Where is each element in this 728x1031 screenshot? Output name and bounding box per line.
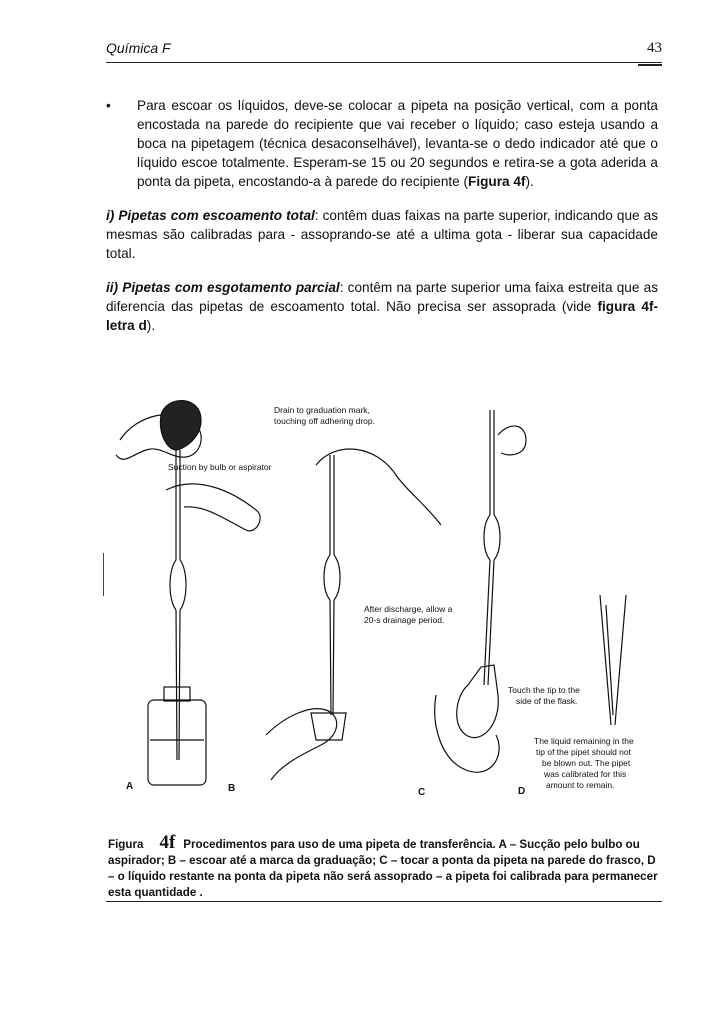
letter-b: B <box>228 783 236 794</box>
letter-a: A <box>126 781 134 792</box>
label-c-1: After discharge, allow a <box>364 604 453 614</box>
hand-b2-icon <box>266 709 337 780</box>
hand-c-icon <box>498 426 526 455</box>
section-ii-text-2: ). <box>146 318 156 333</box>
caption-text: Procedimentos para uso de uma pipeta de transferência. A – Sucção pelo bulbo ou aspirador; B – escoar até a marca da graduação; C – tocar a ponta da pipeta na parede do frasco, D – o líquido restante na ponta da pipeta não será assoprado – a pipeta foi calibrada para permanecer esta quantidade . <box>108 838 658 899</box>
section-ii-heading: ii) Pipetas com esgotamento parcial <box>106 280 340 295</box>
label-b-2: touching off adhering drop. <box>274 416 375 426</box>
margin-mark <box>103 553 104 596</box>
page-number: 43 <box>647 40 662 56</box>
label-b-1: Drain to graduation mark, <box>274 405 370 415</box>
label-a: Suction by bulb or aspirator <box>168 462 272 472</box>
bullet-paragraph <box>106 96 658 191</box>
beaker-b-icon <box>311 713 346 740</box>
section-i-heading: i) Pipetas com escoamento total <box>106 208 315 223</box>
label-c2-2: side of the flask. <box>516 696 578 706</box>
header-title: Química F <box>106 40 171 56</box>
bullet-marker: • <box>106 98 111 113</box>
section-ii-ref: figura 4f- letra d <box>106 299 658 333</box>
letter-c: C <box>418 787 426 798</box>
label-d-4: was calibrated for this <box>544 769 627 779</box>
body-text <box>106 96 658 350</box>
caption-word: Figura <box>108 838 144 851</box>
label-c-2: 20-s drainage period. <box>364 615 445 625</box>
flask-c-icon <box>457 665 499 738</box>
section-ii-paragraph <box>106 278 658 335</box>
pipette-figure <box>106 395 662 815</box>
caption-number: 4f <box>159 832 176 853</box>
pipette-illustration <box>106 395 662 815</box>
label-d-5: amount to remain. <box>546 780 615 790</box>
header-rule-accent <box>638 64 662 66</box>
bullet-figure-ref: Figura 4f <box>468 174 526 189</box>
section-ii-text-1: : contêm na parte superior uma faixa estreita que as diferencia das pipetas de escoamento total. Não precisa ser assoprada (vide <box>106 280 658 314</box>
bullet-text-1: Para escoar os líquidos, deve-se colocar a pipeta na posição vertical, com a ponta encostada na parede do recipiente que vai receber o líquido; caso esteja usando a boca na pipetagem (técnica desaconselhável), levanta-se o dedo indicador até que o líquido escoe totalmente. Esperam-se 15 ou 20 segundos e retira-se a gota aderida a ponta da pipeta, encostando-a à parede do recipiente ( <box>137 98 658 189</box>
label-d-2: tip of the pipet should not <box>536 747 631 757</box>
letter-d: D <box>518 786 526 797</box>
section-i-text: : contêm duas faixas na parte superior, indicando que as mesmas são calibradas para - assoprando-se até a ultima gota - liberar sua capacidade total. <box>106 208 658 261</box>
header-rule <box>106 62 662 63</box>
hand-c2-icon <box>435 695 499 772</box>
bulb-icon <box>160 401 201 450</box>
section-i-paragraph <box>106 206 658 263</box>
caption-rule <box>106 901 662 902</box>
label-d-1: The liquid remaining in the <box>534 736 634 746</box>
figure-caption <box>108 832 658 901</box>
page-header <box>106 40 662 66</box>
bullet-text-2: ). <box>525 174 534 189</box>
label-c2-1: Touch the tip to the <box>508 685 580 695</box>
hand-b-icon <box>316 449 441 525</box>
label-d-3: be blown out. The pipet <box>542 758 631 768</box>
